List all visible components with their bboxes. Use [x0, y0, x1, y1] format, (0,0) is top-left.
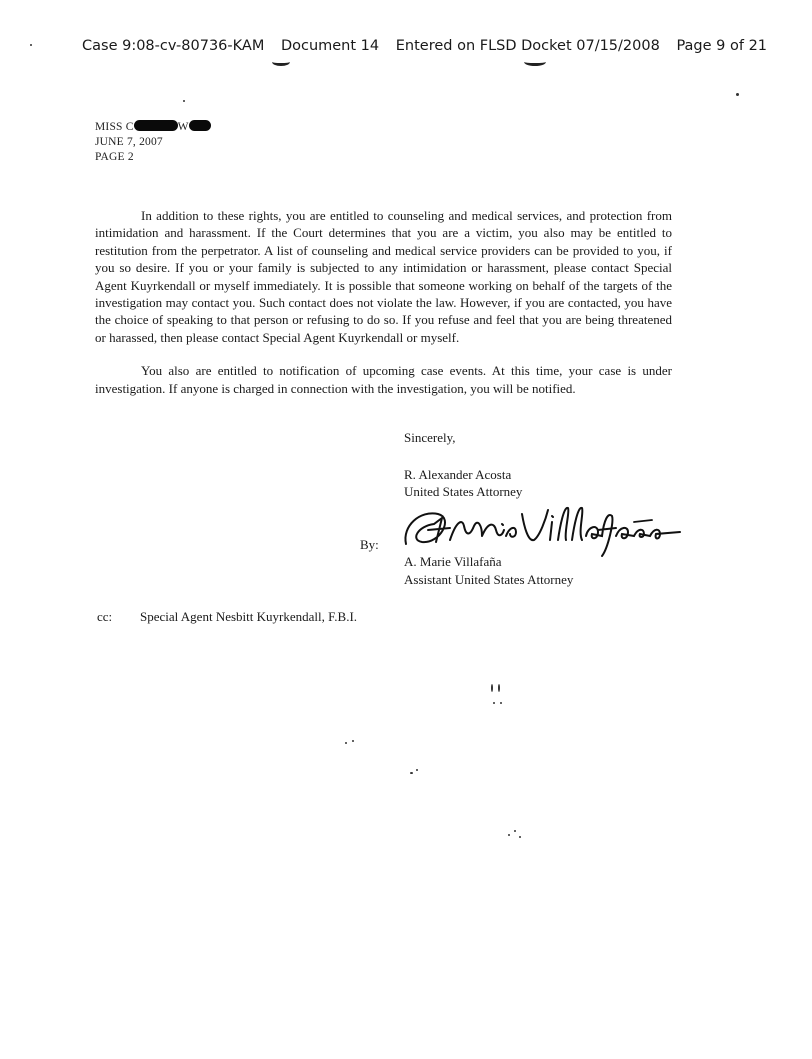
scan-speck [416, 769, 418, 771]
case-number: Case 9:08-cv-80736-KAM [82, 38, 265, 54]
us-attorney-title: United States Attorney [404, 484, 523, 499]
scan-speck [498, 684, 500, 692]
redaction-bar [189, 120, 211, 131]
court-filing-header [82, 38, 782, 54]
cc-recipient: Special Agent Nesbitt Kuyrkendall, F.B.I. [140, 609, 358, 624]
scan-speck [508, 834, 510, 836]
letter-body [95, 207, 672, 397]
addressee-block [95, 120, 211, 165]
scan-speck [519, 836, 521, 838]
us-attorney-name: R. Alexander Acosta [404, 467, 512, 482]
scan-speck [183, 100, 185, 102]
letter-date: JUNE 7, 2007 [95, 136, 163, 148]
body-paragraph-notification: You also are entitled to notification of upcoming case events. At this time, your case is under investigation. If anyone is charged in connection with the investigation, you will be notified. [95, 363, 672, 396]
redaction-bar [134, 120, 178, 131]
by-label: By: [360, 537, 379, 552]
document-number: Document 14 [280, 38, 380, 54]
us-attorney-block [404, 466, 522, 500]
scan-speck [345, 742, 347, 744]
docket-entry: Entered on FLSD Docket 07/15/2008 [395, 38, 660, 54]
scan-mark-left [272, 58, 290, 66]
assistant-attorney-title: Assistant United States Attorney [404, 572, 574, 587]
addressee-surname-initial: W [177, 121, 189, 133]
assistant-attorney-name: A. Marie Villafaña [404, 554, 502, 569]
scan-speck [30, 44, 32, 46]
scan-speck [493, 702, 495, 704]
page-label: PAGE 2 [95, 151, 134, 163]
page-indicator: Page 9 of 21 [676, 38, 768, 54]
scan-speck [500, 702, 502, 704]
scan-mark-right [524, 58, 546, 66]
assistant-attorney-block [404, 553, 573, 589]
cc-label: cc: [97, 609, 113, 624]
addressee-prefix: MISS C [95, 121, 134, 133]
handwritten-signature [398, 496, 683, 558]
body-paragraph-rights: In addition to these rights, you are entitled to counseling and medical services, and protection from intimidation and harassment. If the Court determines that you are a victim, you also may be entitled to restitution from the perpetrator. A list of counseling and medical service providers can be provided to you, if you so desire. If you or your family is subjected to any intimidation or harassment, please contact Special Agent Kuyrkendall or myself immediately. It is possible that someone working on behalf of the targets of the investigation may contact you. Such contact does not violate the law. However, if you are contacted, you have the choice of speaking to that person or refusing to do so. If you refuse and feel that you are being threatened or harassed, then please contact Special Agent Kuyrkendall or myself. [95, 208, 672, 345]
addressee-name-line [95, 120, 211, 135]
scan-speck [491, 684, 493, 692]
scan-speck [514, 830, 516, 832]
scan-speck [352, 740, 354, 742]
salutation: Sincerely, [404, 430, 456, 445]
scan-speck [736, 93, 739, 96]
scan-speck [410, 772, 413, 774]
